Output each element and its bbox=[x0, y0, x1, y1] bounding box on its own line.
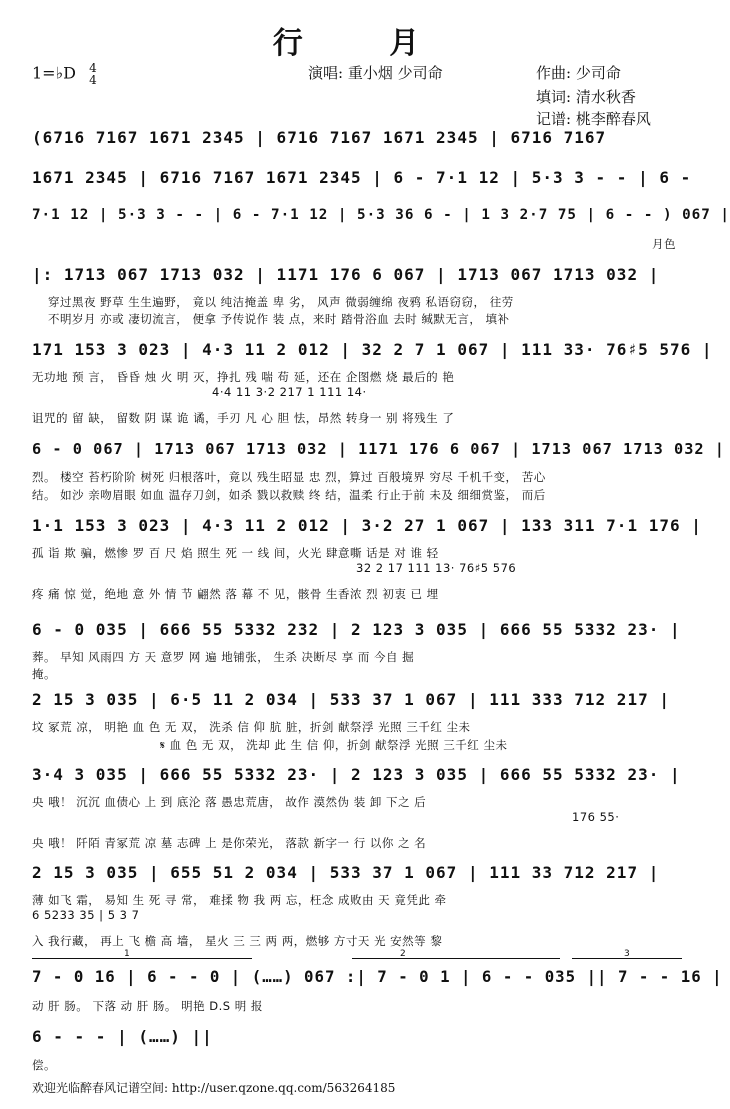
lyric-line-6-2: 结。 如沙 亲吻眉眼 如血 温存刀剑，如杀 戮以救赎 终 结，温柔 行止于前 未及 细细赏鉴， 而后 bbox=[32, 488, 546, 502]
lyric-line-8-1: 葬。 早知 风雨四 方 天 意罗 网 遍 地铺张， 生杀 决断尽 享 而 今自 掘 bbox=[32, 650, 415, 664]
volta-2-number: 2 bbox=[400, 949, 406, 959]
key-signature bbox=[32, 62, 97, 86]
lyric-line-5-2: 4·4 11 3·2 217 1 111 14· bbox=[212, 385, 367, 399]
transcriber-credit: 记谱: 桃李醉春风 bbox=[536, 110, 651, 128]
lyric-line-7-3: 疼 痛 惊 觉，绝地 意 外 情 节 翩然 落 幕 不 见，骸骨 生香浓 烈 初衷 已 埋 bbox=[32, 587, 439, 601]
lyricist-credit: 填词: 清水秋香 bbox=[536, 88, 636, 106]
notation-line-1: (6716 7167 1671 2345 | 6716 7167 1671 2345 | 6716 7167 bbox=[32, 128, 607, 147]
lyric-line-13-1: 偿。 bbox=[32, 1058, 56, 1072]
lyric-line-9-1: 坟 冢荒 凉， 明艳 血 色 无 双， 洗杀 信 仰 肮 脏，折剑 献祭浮 光照 三千红 尘未 bbox=[32, 720, 471, 734]
lyric-line-7-2: 32 2 17 111 13· 76♯5 576 bbox=[356, 561, 517, 575]
notation-line-12: 7 - 0 16 | 6 - - 0 | (……) 067 :| 7 - 0 1 | 6 - - 035 || 7 - - 16 | bbox=[32, 967, 723, 986]
notation-line-2: 1671 2345 | 6716 7167 1671 2345 | 6 - 7·1 12 | 5·3 3 - - | 6 - bbox=[32, 168, 692, 187]
lyric-line-10-2: 176 55· bbox=[572, 810, 620, 824]
notation-line-9: 2 15 3 035 | 6·5 11 2 034 | 533 37 1 067 | 111 333 712 217 | bbox=[32, 690, 670, 709]
notation-line-5: 171 153 3 023 | 4·3 11 2 012 | 32 2 7 1 067 | 111 33· 76♯5 576 | bbox=[32, 340, 713, 359]
lyric-line-7-1: 孤 诣 欺 骗，燃惨 罗 百 尺 焰 照生 死 一 线 间，火光 肆意嘶 话是 对 谁 轻 bbox=[32, 546, 439, 560]
notation-line-4: |: 1713 067 1713 032 | 1171 176 6 067 | 1713 067 1713 032 | bbox=[32, 265, 660, 284]
lyric-line-11-2: 6 5233 35 | 5 3 7 bbox=[32, 908, 140, 922]
time-denominator: 4 bbox=[89, 73, 97, 87]
lyric-line-3-1: 月色 bbox=[652, 237, 676, 251]
lyric-line-9-2: 𝄋 血 色 无 双， 洗却 此 生 信 仰，折剑 献祭浮 光照 三千红 尘未 bbox=[160, 738, 508, 752]
singer-credit: 演唱: 重小烟 少司命 bbox=[308, 64, 443, 82]
notation-line-7: 1·1 153 3 023 | 4·3 11 2 012 | 3·2 27 1 067 | 133 311 7·1 176 | bbox=[32, 516, 702, 535]
lyric-line-11-3: 入 我行藏， 再上 飞 檐 高 墙， 星火 三 三 两 两，燃够 方寸天 光 安然等 黎 bbox=[32, 934, 443, 948]
notation-line-10: 3·4 3 035 | 666 55 5332 23· | 2 123 3 035 | 666 55 5332 23· | bbox=[32, 765, 681, 784]
lyric-line-10-3: 央 哦！ 阡陌 青冢荒 凉 墓 志碑 上 是你荣光， 落款 新字一 行 以你 之 名 bbox=[32, 836, 427, 850]
lyric-line-11-1: 薄 如飞 霜， 易知 生 死 寻 常， 难揉 物 我 两 忘，枉念 成败由 天 竟凭此 牵 bbox=[32, 893, 447, 907]
lyric-line-6-1: 烈。 楼空 苔朽阶阶 树死 归根落叶，竟以 残生昭显 忠 烈，算过 百般境界 穷尽 千机千变， 苦心 bbox=[32, 470, 546, 484]
lyric-line-5-1: 无功地 预 言， 昏昏 烛 火 明 灭，挣扎 残 喘 苟 延，还在 企图燃 烧 最后的 艳 bbox=[32, 370, 455, 384]
notation-line-6: 6 - 0 067 | 1713 067 1713 032 | 1171 176 6 067 | 1713 067 1713 032 | bbox=[32, 440, 725, 458]
notation-line-13: 6 - - - | (……) || bbox=[32, 1027, 213, 1046]
volta-1 bbox=[32, 949, 252, 965]
notation-line-8: 6 - 0 035 | 666 55 5332 232 | 2 123 3 035 | 666 55 5332 23· | bbox=[32, 620, 681, 639]
volta-2 bbox=[352, 949, 560, 965]
lyric-line-5-3: 诅咒的 留 缺， 留数 阴 谋 诡 谲，手刃 凡 心 胆 怯，昂然 转身一 别 将残生 了 bbox=[32, 411, 455, 425]
lyric-line-10-1: 央 哦！ 沉沉 血债心 上 到 底沦 落 愚忠荒唐， 故作 漠然伪 装 卸 下之 后 bbox=[32, 795, 427, 809]
lyric-line-4-2: 不明岁月 亦或 凄切流言， 便拿 予传说作 装 点，来时 踏骨浴血 去时 缄默无言， 填补 bbox=[48, 312, 510, 326]
lyric-line-12-1: 动 肝 肠。 下落 动 肝 肠。 明艳 D.S 明 报 bbox=[32, 999, 263, 1013]
time-signature bbox=[89, 62, 97, 86]
key-label: 1=♭D bbox=[32, 63, 76, 83]
song-title: 行 月 bbox=[272, 26, 458, 61]
notation-line-3: 7·1 12 | 5·3 3 - - | 6 - 7·1 12 | 5·3 36 6 - | 1 3 2·7 75 | 6 - - ) 067 | bbox=[32, 207, 730, 223]
lyric-line-8-2: 掩。 bbox=[32, 667, 56, 681]
volta-3-number: 3 bbox=[624, 949, 630, 959]
footer-link[interactable]: 欢迎光临醉春风记谱空间: http://user.qzone.qq.com/563264185 bbox=[32, 1081, 396, 1095]
volta-3 bbox=[572, 949, 682, 965]
volta-1-number: 1 bbox=[124, 949, 130, 959]
time-numerator: 4 bbox=[89, 61, 97, 75]
composer-credit: 作曲: 少司命 bbox=[536, 64, 621, 82]
lyric-line-4-1: 穿过黑夜 野草 生生遍野， 竟以 纯洁掩盖 卑 劣， 风声 微弱缠绵 夜鸦 私语窃窃， 往劳 bbox=[48, 295, 514, 309]
notation-line-11: 2 15 3 035 | 655 51 2 034 | 533 37 1 067 | 111 33 712 217 | bbox=[32, 863, 660, 882]
